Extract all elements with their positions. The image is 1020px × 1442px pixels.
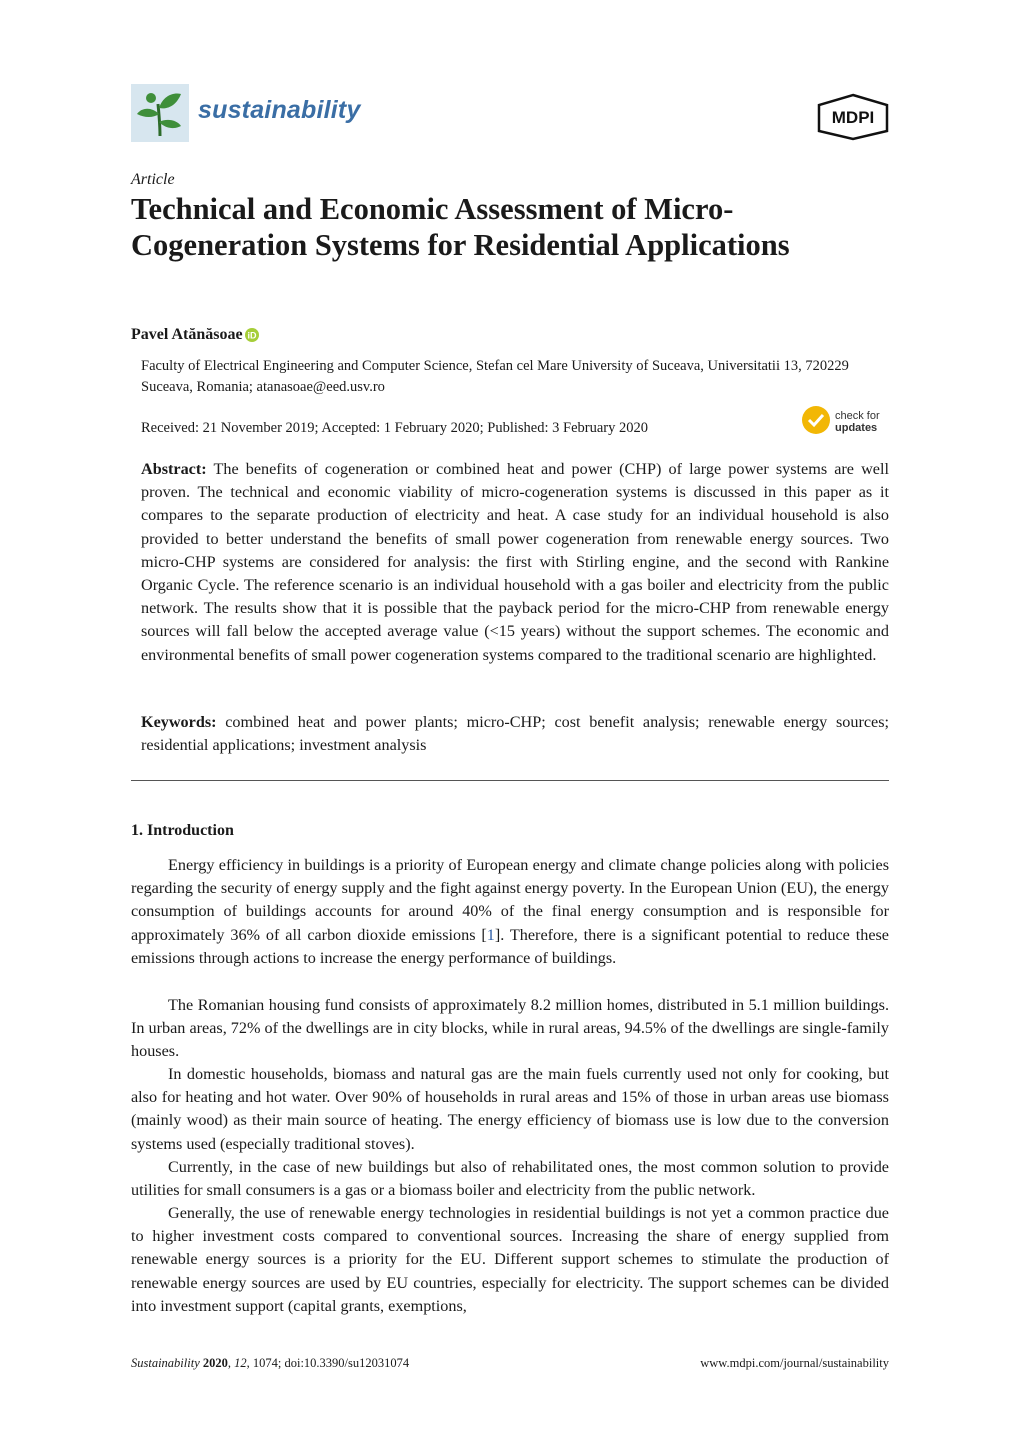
footer-citation: Sustainability 2020, 12, 1074; doi:10.3390/su12031074: [131, 1356, 410, 1370]
check-updates-line1: check for: [835, 410, 880, 422]
footer-doi: , 1074; doi:10.3390/su12031074: [246, 1356, 410, 1370]
mdpi-logo-text: MDPI: [831, 108, 875, 127]
section-heading-introduction: 1. Introduction: [131, 822, 234, 839]
mdpi-logo[interactable]: [817, 93, 889, 141]
intro-paragraph-5: Generally, the use of renewable energy technologies in residential buildings is not yet a common practice due to higher investment costs compared to conventional sources. Increasing the share of energy supplied from renewable energy sources is a priority for the EU. Different support schemes to stimulate the production of renewable energy sources are used by EU countries, especially for electricity. The support schemes can be divided into investment support (capital grants, exemptions,: [131, 1204, 889, 1315]
section-divider: [131, 780, 889, 781]
publication-dates: Received: 21 November 2019; Accepted: 1 February 2020; Published: 3 February 2020: [141, 420, 648, 436]
citation-link[interactable]: 1: [486, 925, 495, 944]
abstract-text: The benefits of cogeneration or combined heat and power (CHP) of large power systems are well proven. The technical and economic viability of micro-cogeneration systems is discussed in this paper as it compares to the separate production of electricity and heat. A case study for an individual household is also provided to better understand the benefits of small power cogeneration from renewable energy sources. Two micro-CHP systems are considered for analysis: the first with Stirling engine, and the second with Rankine Organic Cycle. The reference scenario is an individual household with a gas boiler and electricity from the public network. The results show that it is possible that the payback period for the micro-CHP from renewable energy sources will fall below the accepted average value (<15 years) without the support schemes. The economic and environmental benefits of small power cogeneration systems compared to the traditional scenario are highlighted.: [141, 460, 889, 664]
keywords: [141, 711, 889, 757]
intro-paragraph-1: [131, 854, 889, 970]
check-updates-line2: updates: [835, 422, 878, 434]
footer-url[interactable]: www.mdpi.com/journal/sustainability: [700, 1356, 889, 1370]
svg-text:iD: iD: [247, 330, 257, 341]
journal-leaf-icon: [131, 84, 189, 142]
author-line: [131, 326, 259, 344]
intro-paragraph-3: In domestic households, biomass and natural gas are the main fuels currently used not only for cooking, but also for heating and hot water. Over 90% of households in rural areas and 15% of those in urban areas use biomass (mainly wood) as their main source of heating. The energy efficiency of biomass use is low due to the conversion systems used (especially traditional stoves).: [131, 1065, 889, 1153]
author-affiliation: Faculty of Electrical Engineering and Computer Science, Stefan cel Mare University of Suceava, Universitatii 13, 720229 Suceava, Romania; atanasoae@eed.usv.ro: [141, 358, 849, 395]
intro-paragraph-4: Currently, in the case of new buildings but also of rehabilitated ones, the most common solution to provide utilities for small consumers is a gas or a biomass boiler and electricity from the public network.: [131, 1158, 889, 1200]
orcid-icon[interactable]: [245, 328, 259, 342]
footer-volume: 12: [234, 1356, 247, 1370]
keywords-text: combined heat and power plants; micro-CHP; cost benefit analysis; renewable energy sources; residential applications; investment analysis: [141, 713, 889, 755]
article-type: Article: [131, 171, 175, 188]
paragraph-text: ]. Therefore, there is a significant potential to reduce these emissions through actions to increase the energy performance of buildings.: [131, 925, 889, 967]
article-title: Technical and Economic Assessment of Micro-Cogeneration Systems for Residential Applications: [131, 192, 790, 262]
footer-journal: Sustainability: [131, 1356, 200, 1370]
intro-paragraph-2: The Romanian housing fund consists of approximately 8.2 million homes, distributed in 5.1 million buildings. In urban areas, 72% of the dwellings are in city blocks, while in rural areas, 94.5% of the dwellings are single-family houses.: [131, 996, 889, 1061]
check-for-updates-badge[interactable]: [801, 405, 891, 437]
journal-name[interactable]: sustainability: [198, 96, 361, 124]
footer-year: 2020: [202, 1356, 228, 1370]
author-name: Pavel Atănăsoae: [131, 326, 243, 343]
abstract-label: Abstract:: [141, 460, 207, 478]
paragraph-text: Energy efficiency in buildings is a priority of European energy and climate change policies along with policies regarding the security of energy supply and the fight against energy poverty. In the European Union (EU), the energy consumption of buildings accounts for around 40% of the final energy consumption and is responsible for approximately 36% of all carbon dioxide emissions [: [131, 856, 889, 944]
keywords-label: Keywords:: [141, 713, 217, 731]
abstract: [141, 458, 889, 667]
